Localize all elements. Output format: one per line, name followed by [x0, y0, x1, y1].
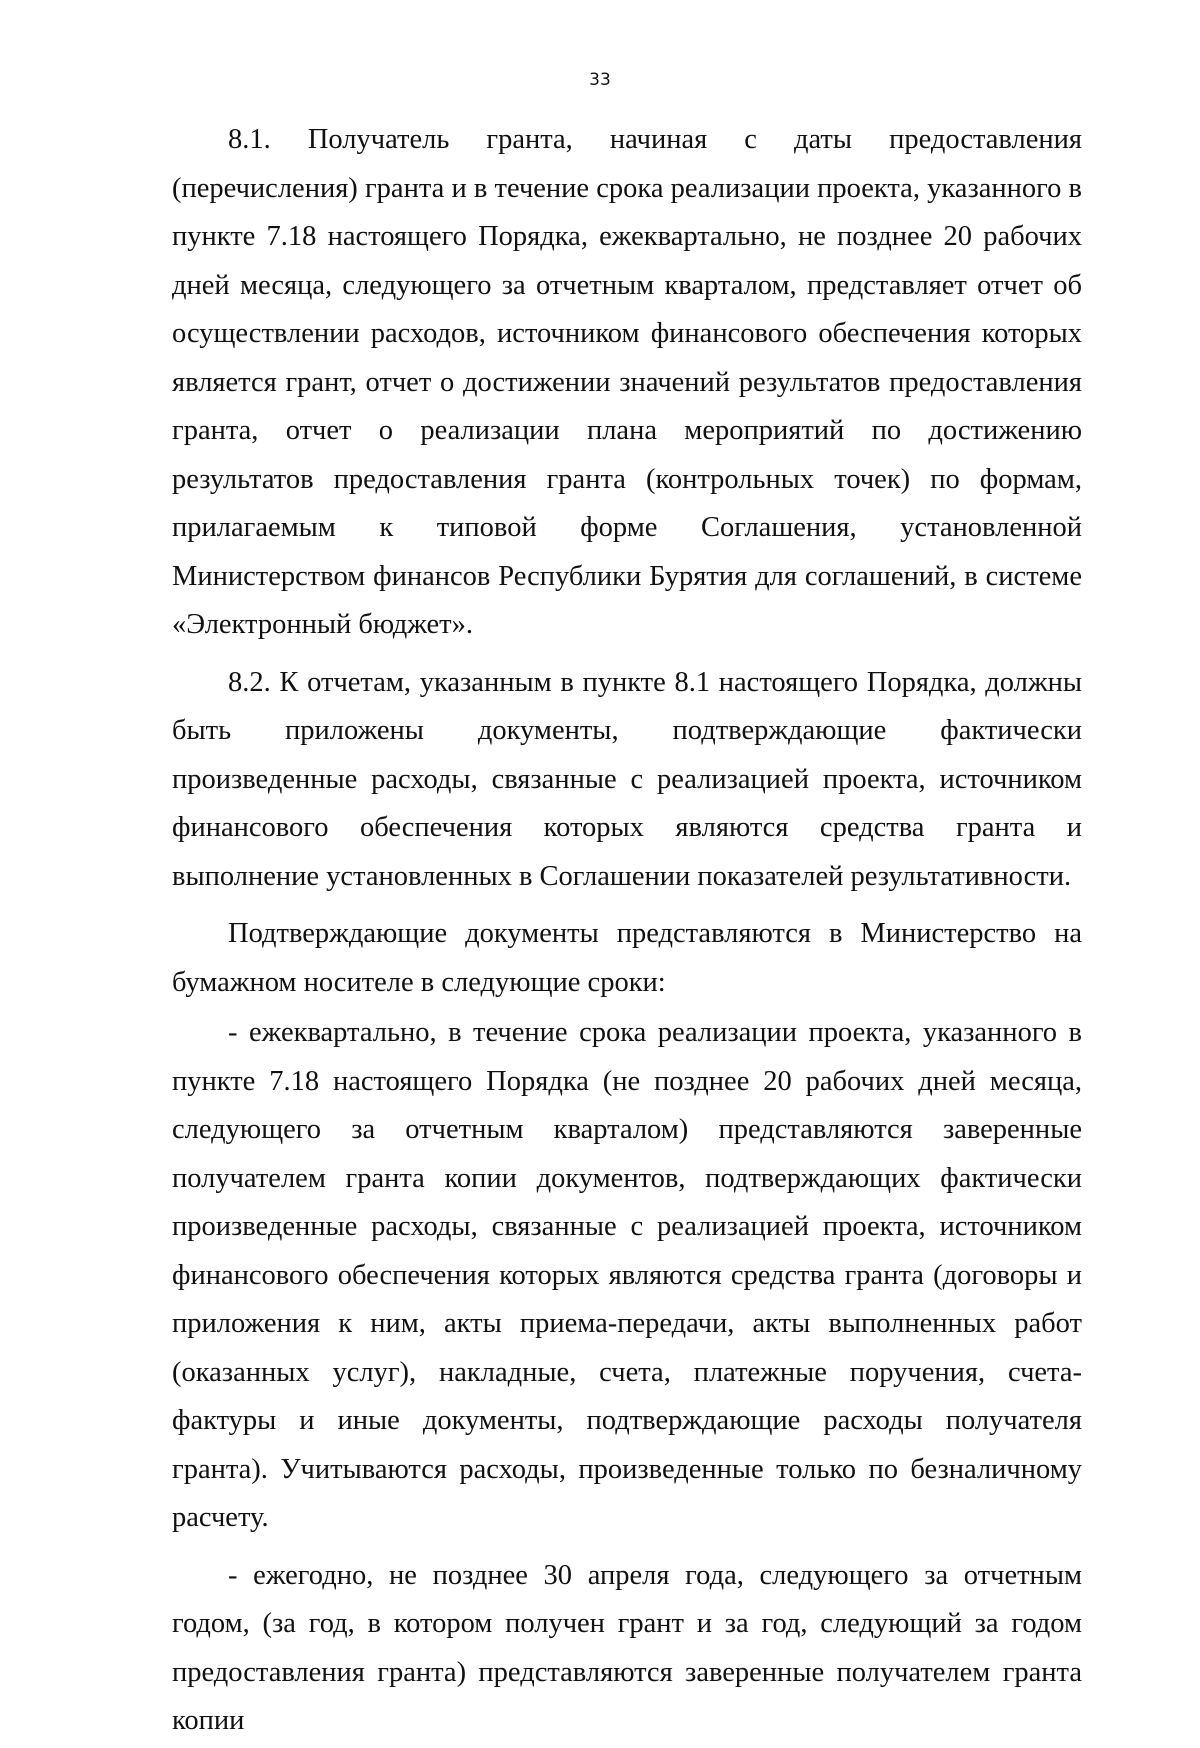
page-number: 33	[589, 70, 611, 90]
paragraph-annually: - ежегодно, не позднее 30 апреля года, следующего за отчетным годом, (за год, в котором получен грант и за год, следующий за годом предоставления гранта) представляются заверенные получателем гранта копии	[172, 1559, 1082, 1736]
paragraph-supporting-documents: Подтверждающие документы представляются в Министерство на бумажном носителе в следующие сроки:	[172, 918, 1082, 998]
paragraph-quarterly: - ежеквартально, в течение срока реализации проекта, указанного в пункте 7.18 настоящего Порядка (не позднее 20 рабочих дней месяца, следующего за отчетным кварталом) представляются заверенные получателем гранта копии документов, подтверждающих фактически произведенные расходы, связанные с реализацией проекта, источником финансового обеспечения которых являются средства гранта (договоры и приложения к ним, акты приема-передачи, акты выполненных работ (оказанных услуг), накладные, счета, платежные поручения, счета-фактуры и иные документы, подтверждающие расходы получателя гранта). Учитываются расходы, произведенные только по безналичному расчету.	[172, 1017, 1082, 1533]
document-body	[172, 116, 1082, 1748]
paragraph-8-1: 8.1. Получатель гранта, начиная с даты предоставления (перечисления) гранта и в течение срока реализации проекта, указанного в пункте 7.18 настоящего Порядка, ежеквартально, не позднее 20 рабочих дней месяца, следующего за отчетным кварталом, представляет отчет об осуществлении расходов, источником финансового обеспечения которых является грант, отчет о достижении значений результатов предоставления гранта, отчет о реализации плана мероприятий по достижению результатов предоставления гранта (контрольных точек) по формам, прилагаемым к типовой форме Соглашения, установленной Министерством финансов Республики Бурятия для соглашений, в системе «Электронный бюджет».	[172, 124, 1082, 640]
paragraph-8-2: 8.2. К отчетам, указанным в пункте 8.1 настоящего Порядка, должны быть приложены документы, подтверждающие фактически произведенные расходы, связанные с реализацией проекта, источником финансового обеспечения которых являются средства гранта и выполнение установленных в Соглашении показателей результативности.	[172, 666, 1082, 892]
